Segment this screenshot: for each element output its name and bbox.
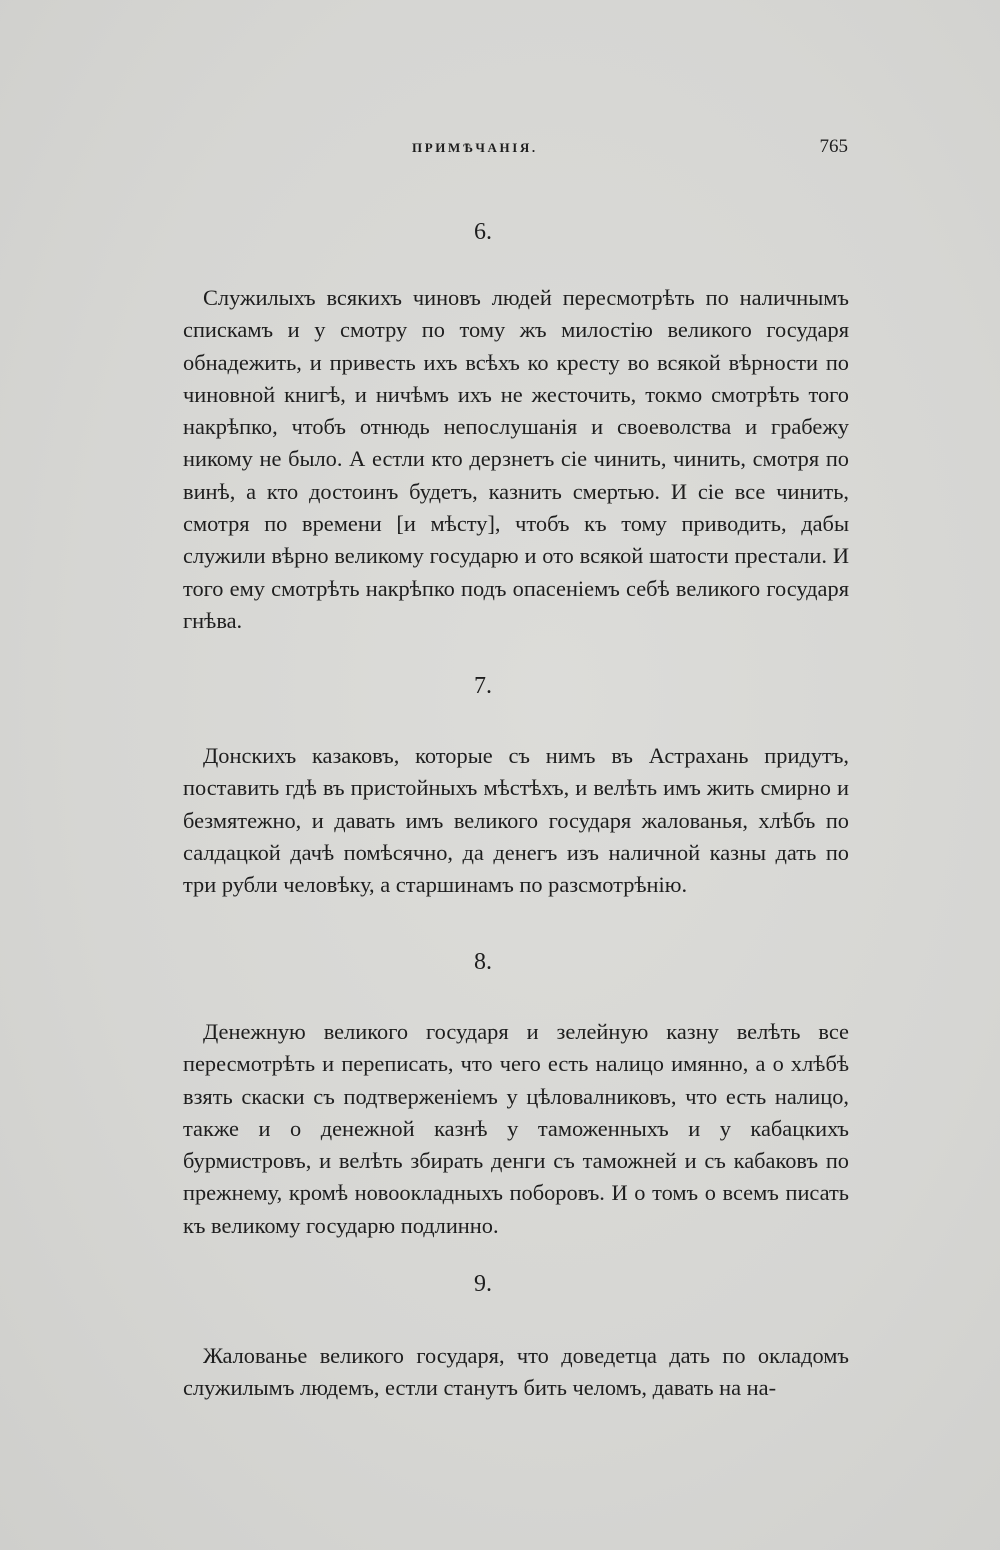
- section-number: 6.: [474, 219, 492, 245]
- section-8: [183, 946, 849, 1242]
- section-paragraph: Жалованье великого государя, что доведетца дать по окладомъ служилымъ людемъ, естли станутъ бить челомъ, давать на на-: [183, 1343, 849, 1401]
- section-number: 9.: [474, 1271, 492, 1297]
- page-number: 765: [819, 136, 848, 157]
- running-title: ПРИМѢЧАНІЯ.: [412, 140, 538, 155]
- section-7: [183, 670, 849, 901]
- section-number: 8.: [474, 949, 492, 975]
- running-head: [183, 136, 848, 162]
- section-6: [183, 216, 849, 637]
- section-paragraph: Служилыхъ всякихъ чиновъ людей пересмотрѣть по наличнымъ спискамъ и у смотру по тому жъ милостію великого государя обнадежить, и привесть ихъ всѣхъ ко кресту во всякой вѣрности по чиновной книгѣ, и ничѣмъ ихъ не жесточить, токмо смотрѣть того накрѣпко, чтобъ отнюдь непослушанія и своеволства и грабежу никому не было. А естли кто дерзнетъ сіе чинить, чинить, смотря по винѣ, а кто достоинъ будетъ, казнить смертью. И сіе все чинить, смотря по времени [и мѣсту], чтобъ къ тому приводить, дабы служили вѣрно великому государю и ото всякой шатости престали. И того ему смотрѣть накрѣпко подъ опасеніемъ себѣ великого государя гнѣва.: [183, 285, 849, 633]
- section-paragraph: Денежную великого государя и зелейную казну велѣть все пересмотрѣть и переписать, что чего есть налицо имянно, а о хлѣбѣ взять скаски съ подтверженіемъ у цѣловалниковъ, что есть налицо, также и о денежной казнѣ у таможенныхъ и у кабацкихъ бурмистровъ, и велѣть збирать денги съ таможней и съ кабаковъ по прежнему, кромѣ новоокладныхъ поборовъ. И о томъ о всемъ писать къ великому государю подлинно.: [183, 1019, 849, 1238]
- section-9: [183, 1268, 849, 1405]
- section-paragraph: Донскихъ казаковъ, которые съ нимъ въ Астрахань придутъ, поставить гдѣ въ пристойныхъ мѣстѣхъ, и велѣть имъ жить смирно и безмятежно, и давать имъ великого государя жалованья, хлѣбъ по салдацкой дачѣ помѣсячно, да денегъ изъ наличной казны дать по три рубли человѣку, а старшинамъ по разсмотрѣнію.: [183, 743, 849, 898]
- section-number: 7.: [474, 673, 492, 699]
